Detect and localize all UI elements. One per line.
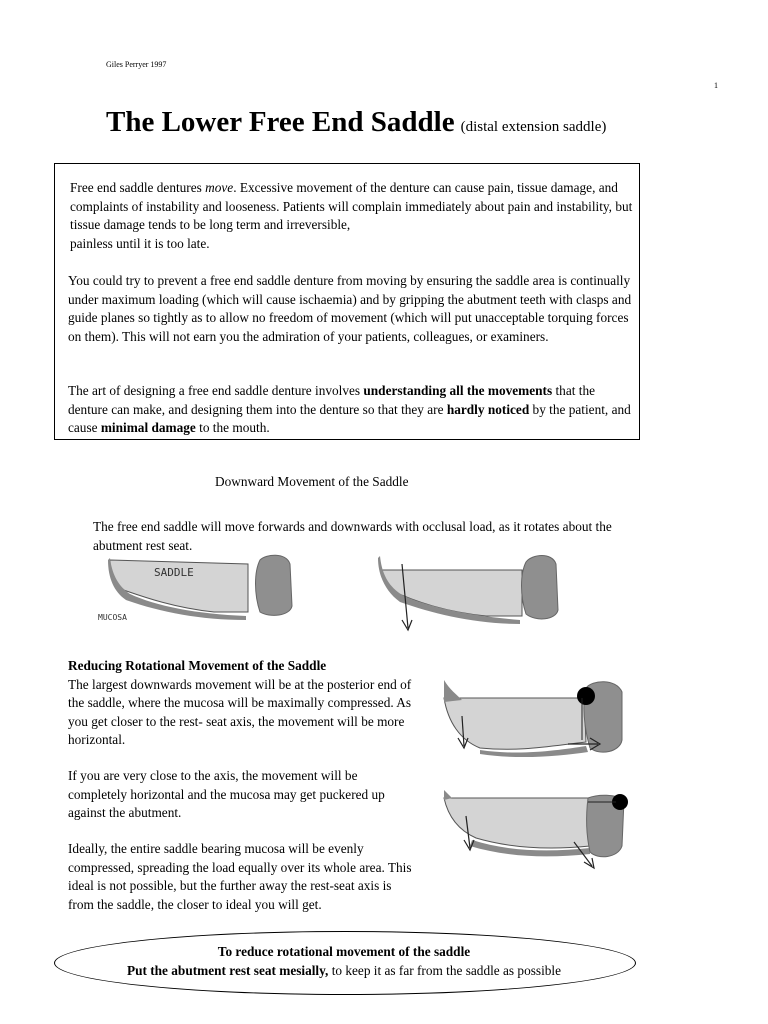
intro-p1-text-c: painless until it is too late.	[70, 235, 210, 251]
intro-paragraph-2: You could try to prevent a free end saddle denture from moving by ensuring the saddle area is continually under maximum loading (which will cause ischaemia) and by gripping the abutment teeth with clasps and guide planes so tightly as to allow no freedom of movement (which will put unacceptable torquing forces on them). This will not earn you the admiration of your patients, colleagues, or examiners.	[68, 273, 632, 344]
intro-p3-text-d: by the patient, and cause	[68, 401, 631, 435]
intro-p3-text-a: The art of designing a free end saddle denture involves	[68, 383, 364, 398]
rest-seat-distal-diagram	[440, 676, 626, 766]
title-main: The Lower Free End Saddle	[106, 106, 455, 138]
rest-seat-marker	[577, 687, 595, 705]
callout-line-1: To reduce rotational movement of the saddle	[217, 944, 471, 959]
intro-p3-bold-2: hardly noticed	[446, 401, 530, 417]
rotational-paragraph-3: Ideally, the entire saddle bearing mucosa will be evenly compressed, spreading the load equally over its whole area. This ideal is not possible, but the further away the rest-seat axis is from the saddle, the closer to ideal you will get.	[68, 841, 412, 912]
section-heading-downward: Downward Movement of the Saddle	[215, 474, 409, 489]
saddle-label: SADDLE	[154, 566, 194, 579]
title-subtitle: (distal extension saddle)	[460, 119, 607, 135]
mucosa-tip	[444, 680, 462, 702]
downward-paragraph: The free end saddle will move forwards and downwards with occlusal load, as it rotates about the abutment rest seat.	[93, 519, 612, 553]
abutment-tooth	[522, 556, 559, 619]
intro-paragraph-1	[70, 179, 636, 253]
saddle-shape	[444, 798, 590, 848]
author-credit: Giles Perryer 1997	[106, 60, 167, 69]
section-heading-rotational: Reducing Rotational Movement of the Saddle	[68, 658, 327, 673]
intro-p3-text-c: that the denture can make, and designing them into the denture so that they are	[68, 383, 595, 417]
mucosa-label: MUCOSA	[98, 613, 127, 622]
intro-paragraph-3	[68, 382, 636, 438]
page-title	[106, 106, 606, 139]
intro-p3-bold-3: minimal damage	[100, 420, 196, 435]
abutment-tooth	[256, 555, 293, 615]
rotational-paragraph-2: If you are very close to the axis, the movement will be completely horizontal and the mucosa may get puckered up against the abutment.	[68, 768, 385, 820]
oblique-arrow-head	[584, 858, 594, 868]
rest-seat-mesial-diagram	[440, 788, 630, 874]
saddle-diagram-arrow	[376, 550, 566, 636]
intro-p3-bold-1: understanding all the movements	[363, 383, 553, 398]
callout-line-2	[54, 963, 634, 979]
intro-p1-emphasis: move	[205, 180, 234, 195]
rotational-paragraph-1	[68, 657, 413, 750]
rotational-p1-text: The largest downwards movement will be at the posterior end of the saddle, where the mucosa will be maximally compressed. As you get closer to the rest- seat axis, the movement will be more horizontal.	[68, 676, 412, 747]
saddle-diagram-labeled	[96, 550, 296, 626]
callout-rest-text: to keep it as far from the saddle as possible	[328, 963, 562, 978]
page-number: 1	[714, 81, 718, 90]
intro-p3-text-e: to the mouth.	[195, 420, 270, 435]
intro-p1-text-a: Free end saddle dentures	[70, 180, 206, 195]
intro-p1-text-b: . Excessive movement of the denture can cause pain, tissue damage, and complaints of instability and looseness. Patients will complain immediately about pain and instability, but tissue damage tends to be long term and irreversible,	[70, 180, 633, 232]
callout-bold-text: Put the abutment rest seat mesially,	[126, 963, 329, 978]
saddle-shape	[444, 698, 586, 749]
